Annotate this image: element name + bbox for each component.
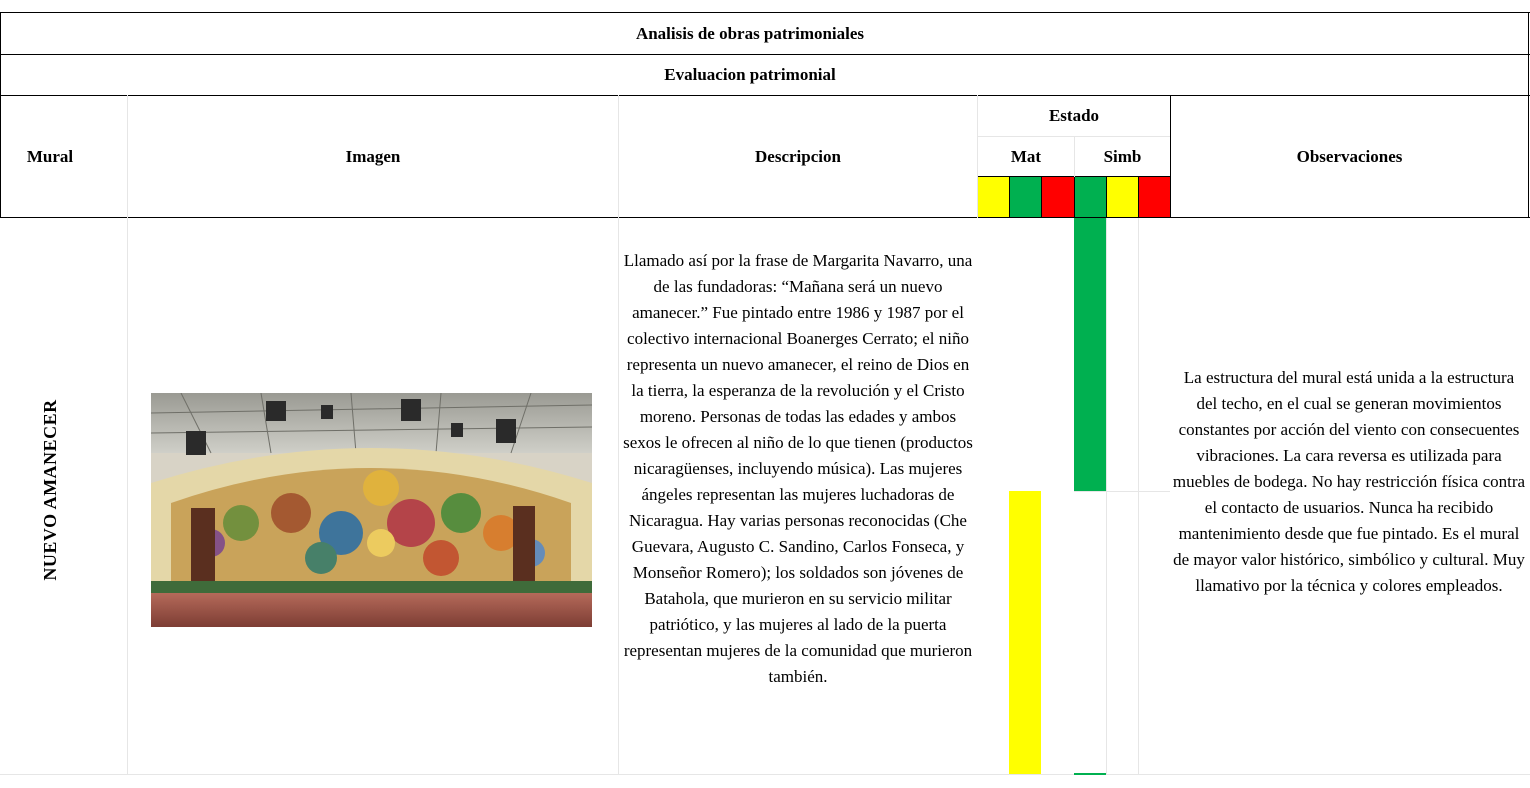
simb-legend-yellow (1107, 177, 1138, 217)
simb-state-indicator (1074, 218, 1106, 491)
header-row-border (0, 217, 1530, 218)
mural-observations: La estructura del mural está unida a la estructura del techo, en el cual se generan movimientos constantes por acción del viento con consecuentes vibraciones. La cara reversa es utilizada para muebles de bodega. No hay restricción física contra el contacto de usuarios. Nunca ha recibido mantenimiento desde que fue pintado. Es el mural de mayor valor histórico, simbólico y cultural. Muy llamativo por la técnica y colores empleados. (1172, 368, 1526, 595)
mat-state-indicator (1009, 491, 1041, 774)
mural-image (151, 393, 592, 627)
col-header-descripcion: Descripcion (755, 146, 841, 166)
col-header-imagen: Imagen (345, 146, 401, 166)
mat-legend-yellow (978, 177, 1009, 217)
col-header-simb: Simb (1103, 146, 1142, 166)
mural-name: NUEVO AMANECER (39, 399, 60, 581)
col-header-observaciones: Observaciones (1296, 146, 1403, 166)
simb-swatch-sep-1 (1106, 177, 1107, 217)
table-bottom-border (0, 774, 1530, 775)
mat-swatch-sep-1 (1009, 177, 1010, 217)
mat-swatch-sep-2 (1041, 177, 1042, 217)
mat-legend-red (1042, 177, 1074, 217)
simb-legend-green (1075, 177, 1106, 217)
page-subtitle: Evaluacion patrimonial (664, 65, 836, 84)
simb-swatch-sep-2 (1138, 177, 1139, 217)
mat-legend-green (1010, 177, 1041, 217)
page-title: Analisis de obras patrimoniales (635, 23, 865, 43)
col-header-mural: Mural (26, 146, 74, 166)
col-divider-simb-inner-2 (1138, 218, 1139, 775)
simb-legend-red (1139, 177, 1170, 217)
col-header-estado: Estado (1048, 106, 1100, 125)
col-divider-simb-inner (1106, 218, 1107, 775)
right-border (1528, 12, 1529, 218)
mural-description: Llamado así por la frase de Margarita Navarro, una de las fundadoras: “Mañana será un nuevo amanecer.” Fue pintado entre 1986 y 1987 por el colectivo internacional Boanerges Cerrato; el niño representa un nuevo amanecer, el reino de Dios en la tierra, la esperanza de la revolución y el Cristo moreno. Personas de todas las edades y ambos sexos le ofrecen al niño de lo que tienen (productos nicaragüenses, incluyendo música). Las mujeres ángeles representan las mujeres luchadoras de Nicaragua. Hay varias personas reconocidas (Che Guevara, Augusto C. Sandino, Carlos Fonseca, y Monseñor Romero); los soldados son jóvenes de Batahola, que murieron en su servicio militar patriótico, y las mujeres al lado de la puerta representan mujeres de la comunidad que murieron también. (623, 251, 973, 686)
simb-fill-bottom-line (1074, 491, 1170, 492)
simb-state-indicator-bottom (1074, 773, 1106, 775)
col-header-mat: Mat (1010, 146, 1042, 166)
mural-photo-icon (151, 393, 592, 627)
